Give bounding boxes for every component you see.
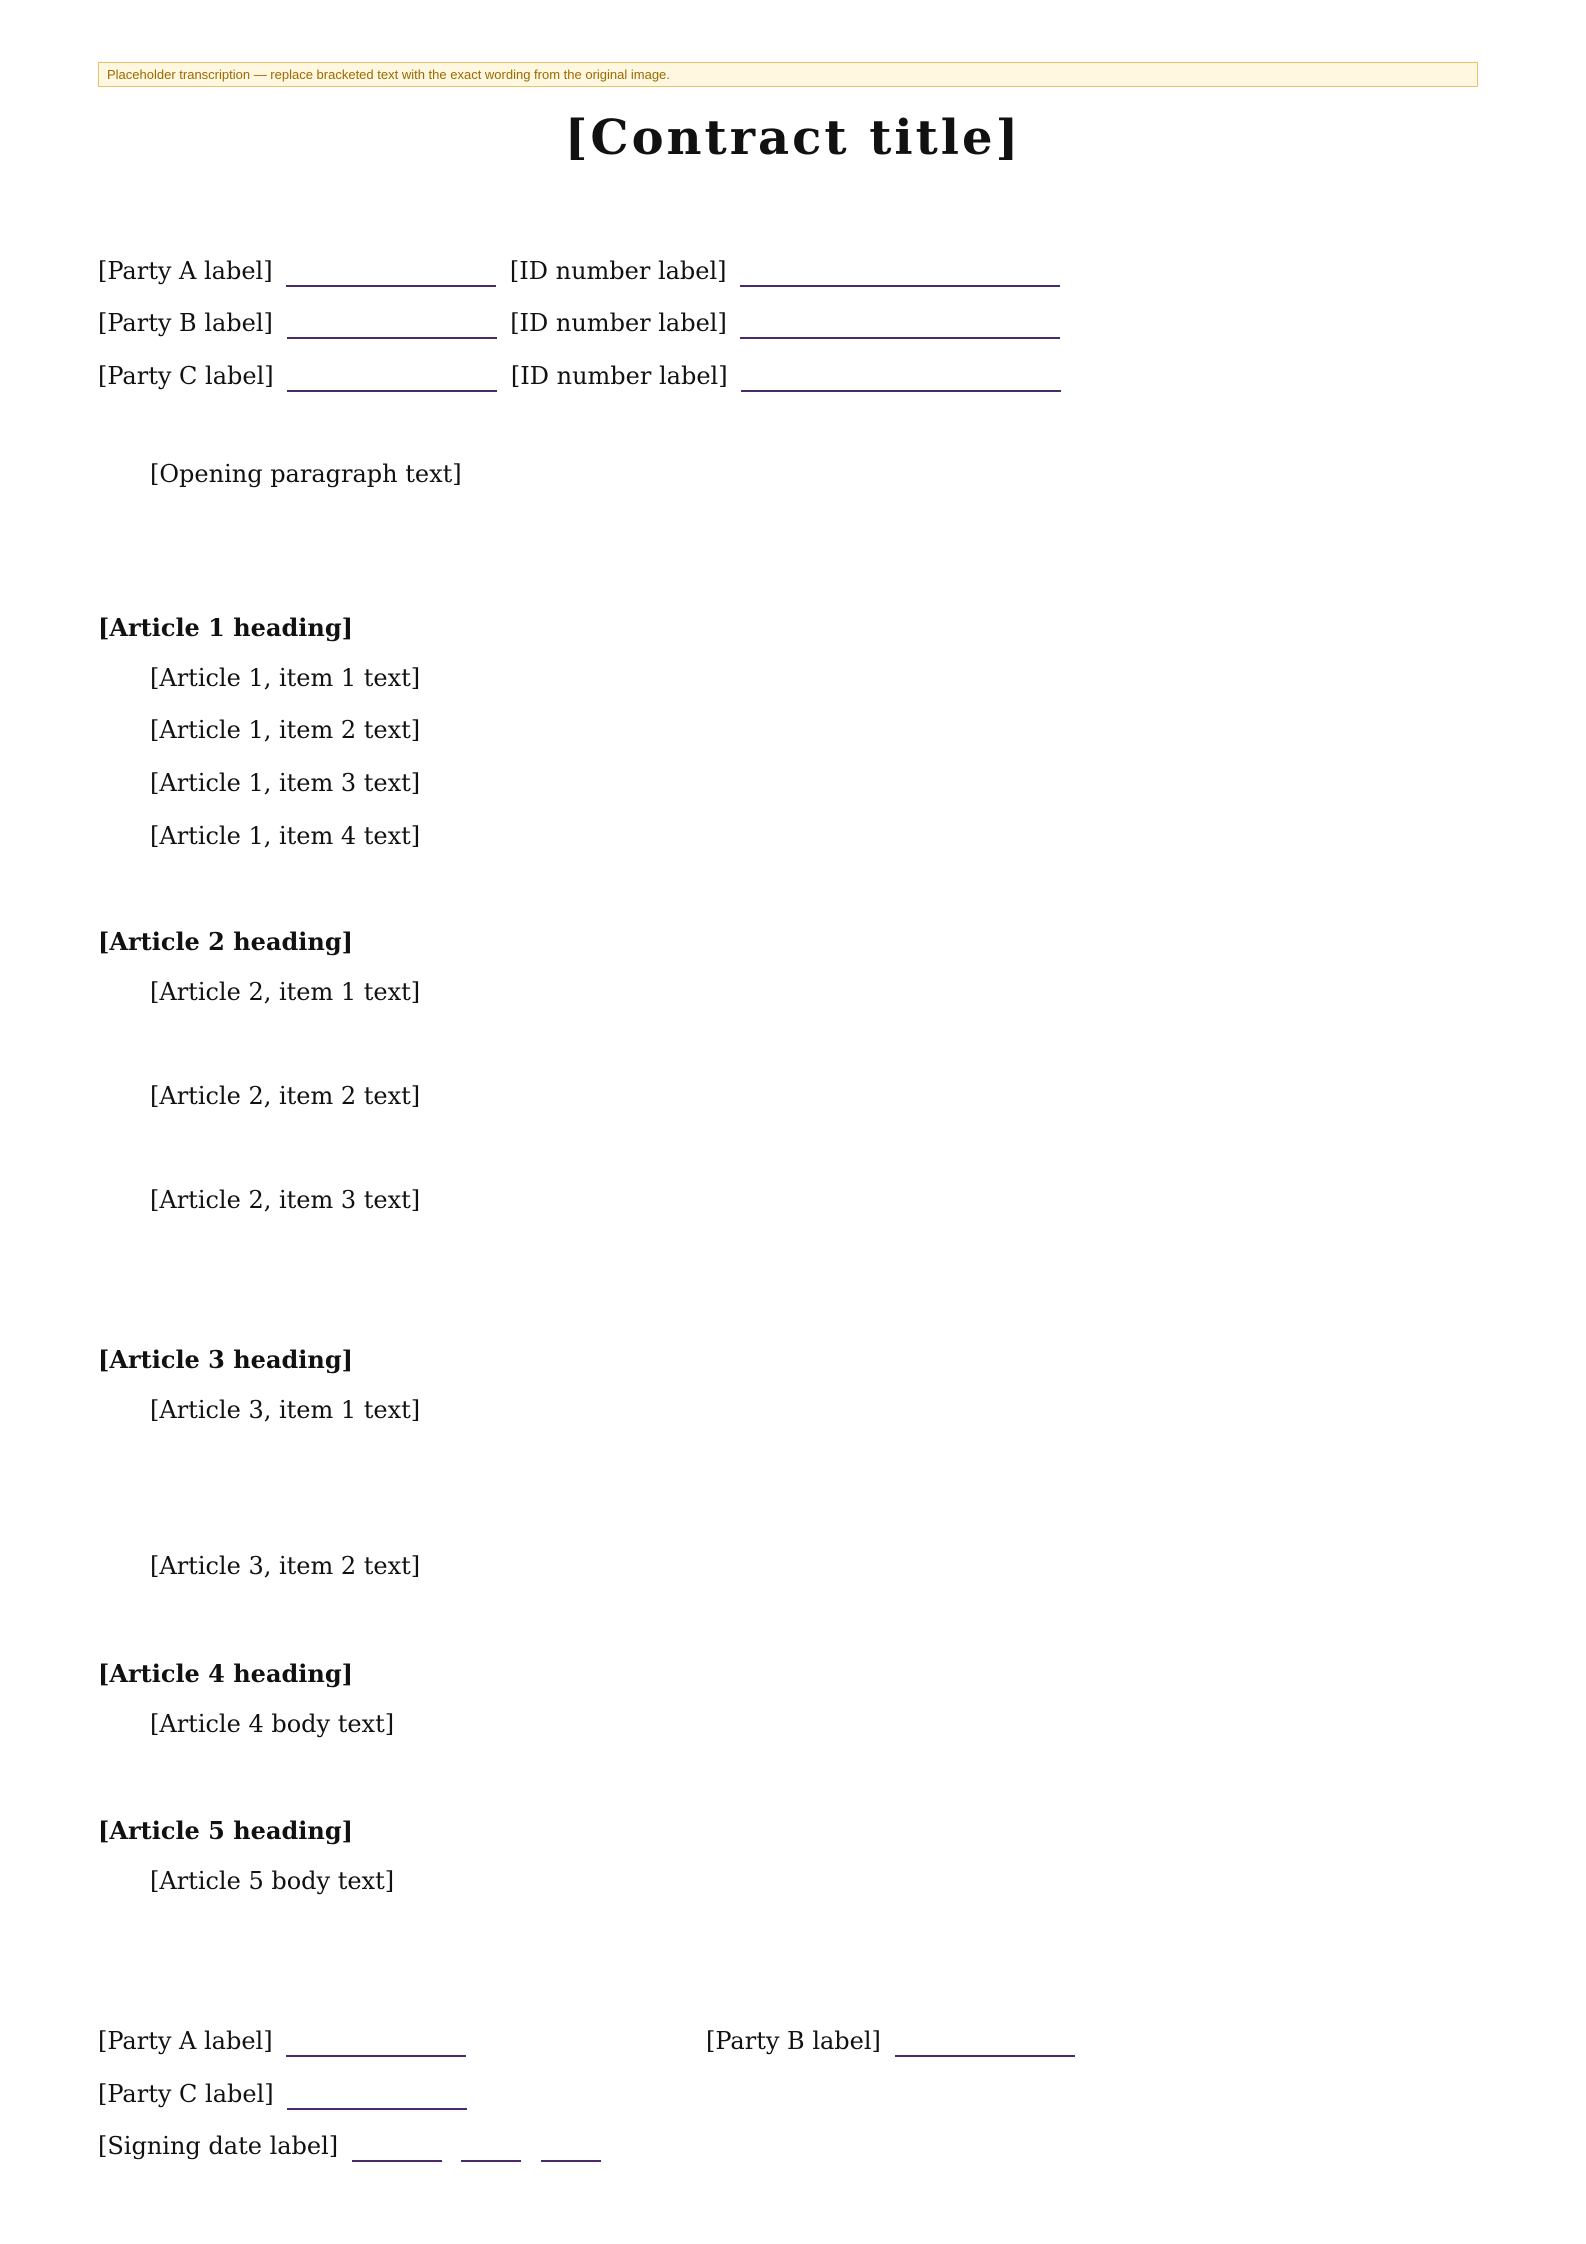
article-1-item-3: [Article 1, item 3 text] bbox=[150, 769, 421, 797]
signature-party-b-line bbox=[706, 2025, 1081, 2057]
party-b-label: [Party B label] bbox=[98, 309, 273, 337]
signing-date-line bbox=[98, 2130, 1482, 2162]
article-5-heading: [Article 5 heading] bbox=[98, 1816, 353, 1845]
document-title: [Contract title] bbox=[564, 110, 1022, 166]
article-2-item-2: [Article 2, item 2 text] bbox=[150, 1082, 421, 1110]
party-c-name-field[interactable] bbox=[287, 362, 497, 392]
party-b-id-label: [ID number label] bbox=[510, 309, 727, 337]
article-3-item-2: [Article 3, item 2 text] bbox=[150, 1552, 421, 1580]
signature-party-b-field[interactable] bbox=[895, 2027, 1075, 2057]
article-3-heading: [Article 3 heading] bbox=[98, 1345, 353, 1374]
intro-paragraph: [Opening paragraph text] bbox=[150, 460, 462, 488]
party-a-label: [Party A label] bbox=[98, 257, 273, 285]
article-4-heading: [Article 4 heading] bbox=[98, 1659, 353, 1688]
party-c-line bbox=[98, 360, 1482, 392]
signature-party-c-label: [Party C label] bbox=[98, 2080, 274, 2108]
article-2-item-1: [Article 2, item 1 text] bbox=[150, 978, 421, 1006]
party-b-line bbox=[98, 307, 1482, 339]
party-a-line bbox=[98, 255, 1482, 287]
party-a-id-label: [ID number label] bbox=[509, 257, 727, 285]
signing-day-field[interactable] bbox=[541, 2132, 601, 2162]
signature-party-b-label: [Party B label] bbox=[706, 2027, 881, 2055]
signature-party-c-line bbox=[98, 2078, 1482, 2110]
signing-year-field[interactable] bbox=[352, 2132, 442, 2162]
article-5-body: [Article 5 body text] bbox=[150, 1867, 395, 1895]
article-1-item-1: [Article 1, item 1 text] bbox=[150, 664, 421, 692]
article-2-item-3: [Article 2, item 3 text] bbox=[150, 1186, 421, 1214]
party-a-id-field[interactable] bbox=[740, 257, 1060, 287]
signing-month-field[interactable] bbox=[461, 2132, 521, 2162]
article-3-item-1: [Article 3, item 1 text] bbox=[150, 1396, 421, 1424]
signature-party-a-label: [Party A label] bbox=[98, 2027, 273, 2055]
party-b-id-field[interactable] bbox=[740, 309, 1060, 339]
article-4-body: [Article 4 body text] bbox=[150, 1710, 395, 1738]
party-a-name-field[interactable] bbox=[286, 257, 496, 287]
party-c-label: [Party C label] bbox=[98, 362, 274, 390]
signature-party-a-field[interactable] bbox=[286, 2027, 466, 2057]
party-c-id-label: [ID number label] bbox=[510, 362, 728, 390]
article-1-item-2: [Article 1, item 2 text] bbox=[150, 716, 421, 744]
transcription-notice: Placeholder transcription — replace bracketed text with the exact wording from the original image. bbox=[98, 62, 1478, 87]
article-2-heading: [Article 2 heading] bbox=[98, 927, 353, 956]
article-1-heading: [Article 1 heading] bbox=[98, 613, 353, 642]
signature-party-c-field[interactable] bbox=[287, 2080, 467, 2110]
party-b-name-field[interactable] bbox=[287, 309, 497, 339]
signing-date-label: [Signing date label] bbox=[98, 2132, 339, 2160]
article-1-item-4: [Article 1, item 4 text] bbox=[150, 822, 421, 850]
party-c-id-field[interactable] bbox=[741, 362, 1061, 392]
